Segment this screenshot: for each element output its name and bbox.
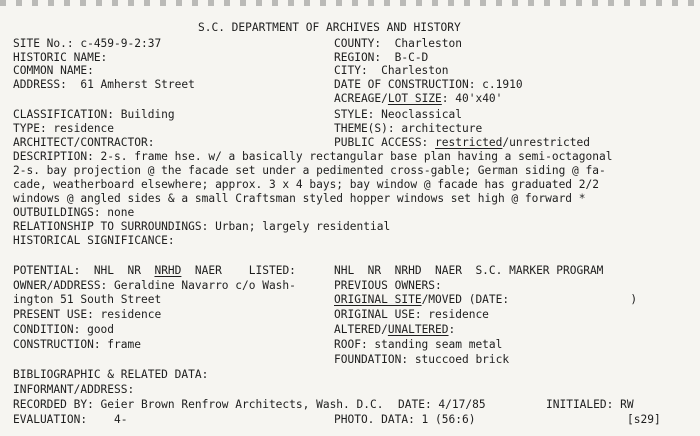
- original-use: ORIGINAL USE: residence: [334, 308, 489, 321]
- description-line: 2-s. bay projection @ the facade set under a pedimented cross-gable; German siding @ fa-: [13, 164, 606, 177]
- previous-owners: PREVIOUS OWNERS:: [334, 279, 442, 292]
- roof: ROOF: standing seam metal: [334, 338, 503, 351]
- address: ADDRESS: 61 Amherst Street: [13, 78, 195, 91]
- acreage-label: ACREAGE/: [334, 92, 388, 105]
- altered-colon: :: [448, 323, 456, 336]
- outbuildings: OUTBUILDINGS: none: [13, 206, 135, 219]
- public-access-unrestricted: /unrestricted: [502, 136, 590, 149]
- record-date: DATE: 4/17/85: [398, 398, 486, 411]
- present-use: PRESENT USE: residence: [13, 308, 162, 321]
- themes: THEME(S): architecture: [334, 122, 483, 135]
- initialed: INITIALED: RW: [546, 398, 634, 411]
- description-line: cade, weatherboard elsewhere; approx. 3 x 4 bays; bay window @ facade has graduated 2/2: [13, 178, 599, 191]
- form-header: S.C. DEPARTMENT OF ARCHIVES AND HISTORY: [198, 21, 461, 34]
- description-line: DESCRIPTION: 2-s. frame hse. w/ a basically rectangular base plan having a semi-octagonal: [13, 150, 613, 163]
- unaltered-label: UNALTERED: [387, 323, 449, 336]
- altered-label: ALTERED/: [334, 323, 388, 336]
- style: STYLE: Neoclassical: [334, 108, 462, 121]
- perforation-edge: [0, 0, 700, 6]
- condition: CONDITION: good: [13, 323, 115, 336]
- original-site-label: ORIGINAL SITE: [334, 293, 422, 306]
- potential: [13, 265, 296, 277]
- owner-address-line2: ington 51 South Street: [13, 293, 162, 306]
- owner-address-line1: OWNER/ADDRESS: Geraldine Navarro c/o Wash-: [13, 279, 296, 292]
- lot-size-label: LOT SIZE: [387, 92, 442, 105]
- photo-data: PHOTO. DATA: 1 (56:6): [334, 413, 476, 426]
- site-number: SITE No.: c-459-9-2:37: [13, 37, 162, 50]
- potential-nrhd: NRHD: [154, 264, 182, 277]
- bibliographic-data: BIBLIOGRAPHIC & RELATED DATA:: [13, 368, 209, 381]
- foundation: FOUNDATION: stuccoed brick: [334, 353, 510, 366]
- description-line: windows @ angled sides & a small Craftsman styled hopper windows set high @ forward *: [13, 192, 586, 205]
- county: COUNTY: Charleston: [334, 37, 462, 50]
- potential-rest: NAER LISTED:: [181, 264, 296, 277]
- altered-unaltered: [334, 324, 455, 336]
- page-reference: [s29]: [627, 413, 661, 426]
- public-access-restricted: restricted: [435, 136, 503, 149]
- moved-date: /MOVED (DATE: ): [421, 293, 638, 306]
- region: REGION: B-C-D: [334, 51, 429, 64]
- architect-contractor: ARCHITECT/CONTRACTOR:: [13, 136, 155, 149]
- listed-options: NHL NR NRHD NAER S.C. MARKER PROGRAM: [334, 264, 604, 277]
- relationship-to-surroundings: RELATIONSHIP TO SURROUNDINGS: Urban; largely residential: [13, 220, 391, 233]
- original-site: [334, 294, 637, 306]
- potential-label: POTENTIAL: NHL NR: [13, 264, 155, 277]
- city: CITY: Charleston: [334, 64, 449, 77]
- common-name: COMMON NAME:: [13, 64, 94, 77]
- acreage-lot-size: [334, 93, 502, 105]
- historic-name: HISTORIC NAME:: [13, 51, 108, 64]
- classification: CLASSIFICATION: Building: [13, 108, 175, 121]
- date-of-construction: DATE OF CONSTRUCTION: c.1910: [334, 78, 523, 91]
- recorded-by: RECORDED BY: Geier Brown Renfrow Architects, Wash. D.C.: [13, 398, 384, 411]
- type: TYPE: residence: [13, 122, 115, 135]
- public-access: [334, 137, 590, 149]
- lot-size-value: : 40'x40': [441, 92, 503, 105]
- informant-address: INFORMANT/ADDRESS:: [13, 383, 135, 396]
- public-access-label: PUBLIC ACCESS:: [334, 136, 436, 149]
- historical-significance: HISTORICAL SIGNIFICANCE:: [13, 234, 175, 247]
- evaluation: EVALUATION: 4-: [13, 413, 128, 426]
- construction: CONSTRUCTION: frame: [13, 338, 141, 351]
